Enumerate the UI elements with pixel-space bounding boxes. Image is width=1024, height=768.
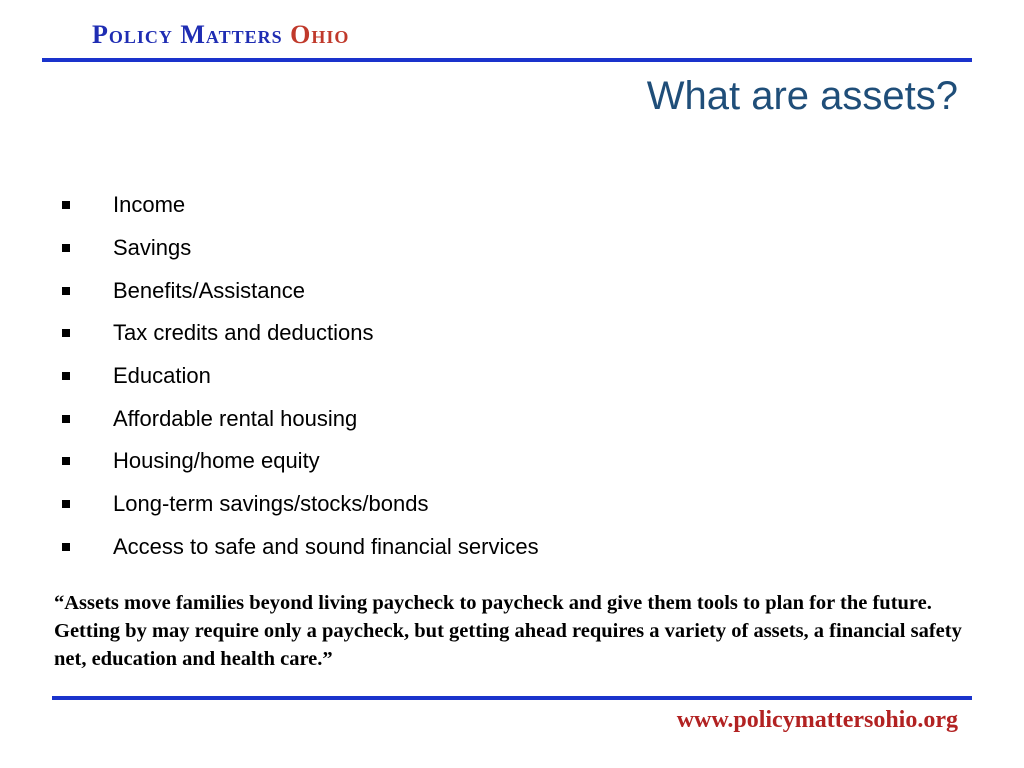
square-bullet-icon [62, 287, 70, 295]
bullet-text: Education [113, 363, 211, 389]
bullet-item [62, 526, 539, 569]
bullet-item [62, 483, 539, 526]
bullet-text: Tax credits and deductions [113, 320, 374, 346]
bullet-text: Benefits/Assistance [113, 277, 305, 303]
bullet-item [62, 312, 539, 355]
org-logo [92, 22, 349, 48]
slide-title: What are assets? [646, 74, 958, 118]
square-bullet-icon [62, 543, 70, 551]
footer-divider [52, 696, 972, 700]
bullet-text: Access to safe and sound financial services [113, 533, 539, 559]
org-state: Ohio [290, 20, 350, 49]
bullet-text: Housing/home equity [113, 448, 320, 474]
bullet-item [62, 397, 539, 440]
bullet-item [62, 184, 539, 227]
org-name: Policy Matters [92, 20, 283, 49]
square-bullet-icon [62, 415, 70, 423]
header-divider [42, 58, 972, 62]
square-bullet-icon [62, 201, 70, 209]
bullet-item [62, 269, 539, 312]
bullet-list [62, 184, 539, 568]
bullet-item [62, 440, 539, 483]
bullet-text: Savings [113, 235, 192, 261]
bullet-item [62, 227, 539, 270]
bullet-text: Long-term savings/stocks/bonds [113, 491, 429, 517]
footer-url: www.policymattersohio.org [676, 707, 958, 733]
square-bullet-icon [62, 372, 70, 380]
square-bullet-icon [62, 329, 70, 337]
quote-text: “Assets move families beyond living paycheck to paycheck and give them tools to plan for the future. Getting by may require only a paycheck, but getting ahead requires a variety of assets, a financial safety net, education and health care.” [54, 592, 962, 670]
square-bullet-icon [62, 500, 70, 508]
bullet-text: Affordable rental housing [113, 405, 358, 431]
bullet-item [62, 355, 539, 398]
square-bullet-icon [62, 457, 70, 465]
square-bullet-icon [62, 244, 70, 252]
bullet-text: Income [113, 192, 186, 218]
